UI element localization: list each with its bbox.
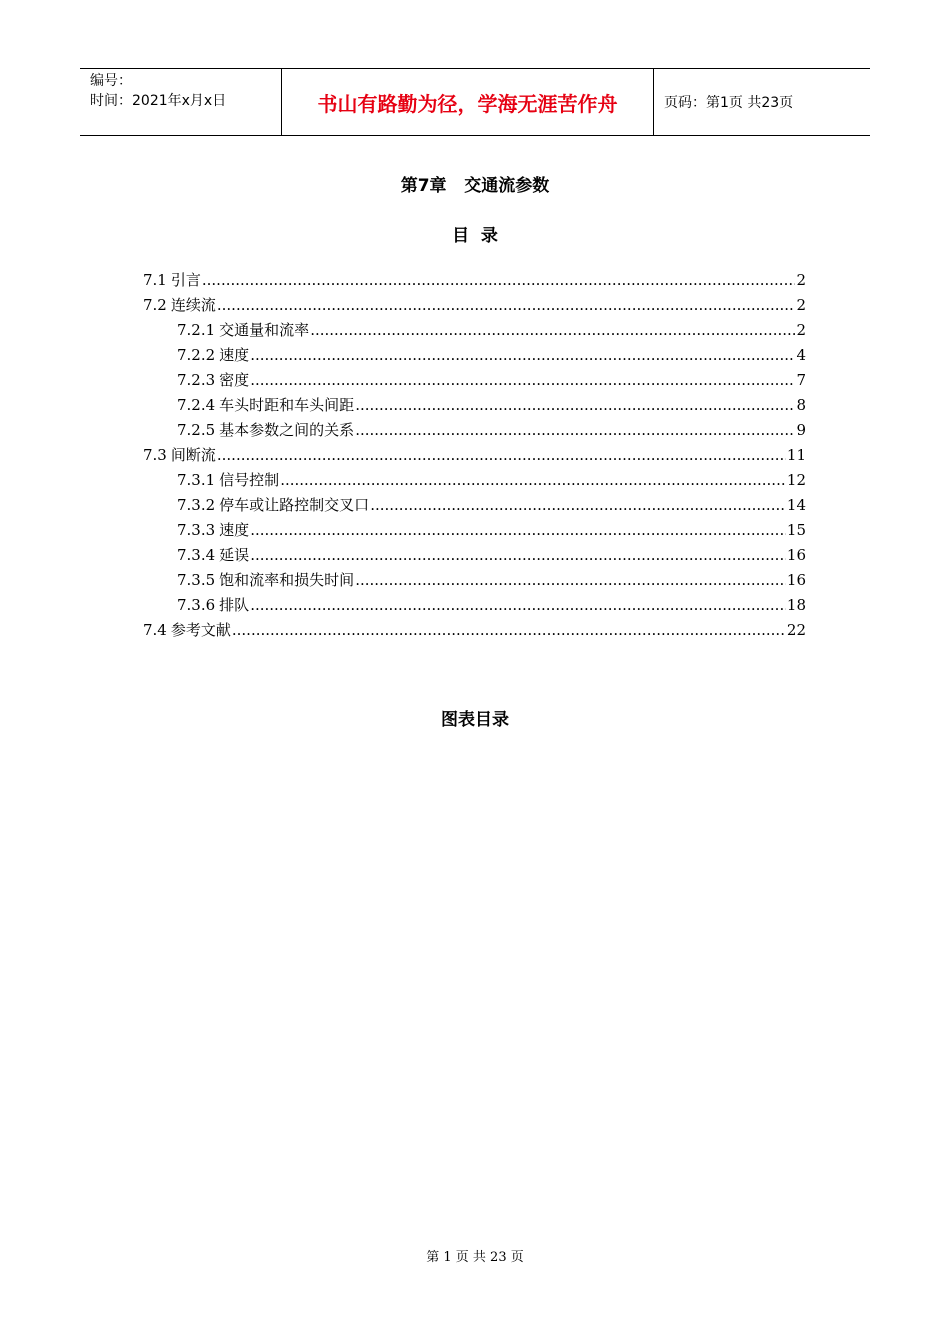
toc-entry-title: 信号控制 xyxy=(219,471,280,489)
toc-entry[interactable] xyxy=(143,418,806,443)
toc-entry[interactable] xyxy=(143,543,806,568)
toc-entry-number: 7.3 xyxy=(143,446,167,464)
toc-entry-page: 18 xyxy=(786,596,806,614)
page-footer: 第 1 页 共 23 页 xyxy=(426,1250,524,1265)
toc-entry-number: 7.3.1 xyxy=(177,471,216,489)
toc-dot-leader xyxy=(355,418,795,443)
toc-entry-page: 2 xyxy=(796,296,806,314)
toc-entry-page: 11 xyxy=(786,446,806,464)
toc-entry-title: 延误 xyxy=(219,546,250,564)
toc-entry[interactable] xyxy=(143,268,806,293)
toc-entry-title: 参考文献 xyxy=(170,621,231,639)
toc-entry-page: 16 xyxy=(786,571,806,589)
toc-entry-page: 8 xyxy=(796,396,806,414)
toc-dot-leader xyxy=(310,318,795,343)
toc-dot-leader xyxy=(280,468,786,493)
toc-entry-number: 7.3.5 xyxy=(177,571,216,589)
toc-entry-title: 停车或让路控制交叉口 xyxy=(219,496,370,514)
toc-entry[interactable] xyxy=(143,518,806,543)
toc-entry[interactable] xyxy=(143,393,806,418)
toc-entry[interactable] xyxy=(143,468,806,493)
toc-entry-page: 22 xyxy=(786,621,806,639)
toc-dot-leader xyxy=(250,343,795,368)
figures-list-title: 图表目录 xyxy=(441,710,509,730)
toc-entry-title: 间断流 xyxy=(170,446,216,464)
toc-entry-number: 7.2.4 xyxy=(177,396,216,414)
toc-entry-page: 9 xyxy=(796,421,806,439)
toc-entry-page: 16 xyxy=(786,546,806,564)
toc-dot-leader xyxy=(355,568,786,593)
toc-entry-title: 连续流 xyxy=(170,296,216,314)
chapter-title: 第7章 交通流参数 xyxy=(400,176,550,196)
toc-entry-page: 7 xyxy=(796,371,806,389)
toc-entry[interactable] xyxy=(143,618,806,643)
table-of-contents xyxy=(143,268,806,643)
toc-entry[interactable] xyxy=(143,568,806,593)
toc-entry-page: 4 xyxy=(796,346,806,364)
header-page-info: 页码：第1页 共23页 xyxy=(664,95,794,111)
toc-entry-number: 7.2 xyxy=(143,296,167,314)
toc-entry-title: 密度 xyxy=(219,371,250,389)
toc-entry[interactable] xyxy=(143,343,806,368)
toc-entry-number: 7.3.3 xyxy=(177,521,216,539)
toc-entry-title: 引言 xyxy=(170,271,201,289)
toc-dot-leader xyxy=(370,493,786,518)
toc-dot-leader xyxy=(232,618,786,643)
toc-entry[interactable] xyxy=(143,293,806,318)
toc-dot-leader xyxy=(250,518,786,543)
header-page-cell xyxy=(654,69,870,135)
toc-dot-leader xyxy=(250,593,786,618)
toc-dot-leader xyxy=(217,443,786,468)
toc-entry-number: 7.4 xyxy=(143,621,167,639)
toc-dot-leader xyxy=(217,293,796,318)
header-motto: 书山有路勤为径，学海无涯苦作舟 xyxy=(317,91,618,116)
toc-entry-title: 基本参数之间的关系 xyxy=(219,421,355,439)
header-left-cell xyxy=(80,69,281,135)
toc-entry-number: 7.2.2 xyxy=(177,346,216,364)
toc-entry[interactable] xyxy=(143,443,806,468)
toc-entry-title: 交通量和流率 xyxy=(219,321,310,339)
toc-dot-leader xyxy=(355,393,795,418)
toc-entry-number: 7.3.2 xyxy=(177,496,216,514)
toc-title: 目 录 xyxy=(452,226,498,246)
toc-entry-number: 7.3.4 xyxy=(177,546,216,564)
document-date-label: 时间：2021年x月x日 xyxy=(90,93,227,109)
toc-entry[interactable] xyxy=(143,493,806,518)
toc-entry-title: 排队 xyxy=(219,596,250,614)
toc-entry-number: 7.2.3 xyxy=(177,371,216,389)
toc-entry-title: 速度 xyxy=(219,521,250,539)
toc-dot-leader xyxy=(250,368,795,393)
header-motto-cell xyxy=(281,69,654,135)
toc-entry-number: 7.2.1 xyxy=(177,321,216,339)
toc-entry-page: 2 xyxy=(796,321,806,339)
toc-entry-page: 12 xyxy=(786,471,806,489)
toc-entry[interactable] xyxy=(143,318,806,343)
toc-entry-title: 饱和流率和损失时间 xyxy=(219,571,355,589)
toc-dot-leader xyxy=(250,543,786,568)
toc-entry-number: 7.3.6 xyxy=(177,596,216,614)
page-header xyxy=(80,68,870,136)
toc-entry[interactable] xyxy=(143,593,806,618)
toc-entry-title: 速度 xyxy=(219,346,250,364)
document-number-label: 编号： xyxy=(90,73,132,89)
toc-entry-title: 车头时距和车头间距 xyxy=(219,396,355,414)
toc-entry[interactable] xyxy=(143,368,806,393)
toc-entry-number: 7.1 xyxy=(143,271,167,289)
toc-entry-page: 14 xyxy=(786,496,806,514)
toc-entry-number: 7.2.5 xyxy=(177,421,216,439)
toc-entry-page: 15 xyxy=(786,521,806,539)
toc-entry-page: 2 xyxy=(796,271,806,289)
toc-dot-leader xyxy=(202,268,796,293)
